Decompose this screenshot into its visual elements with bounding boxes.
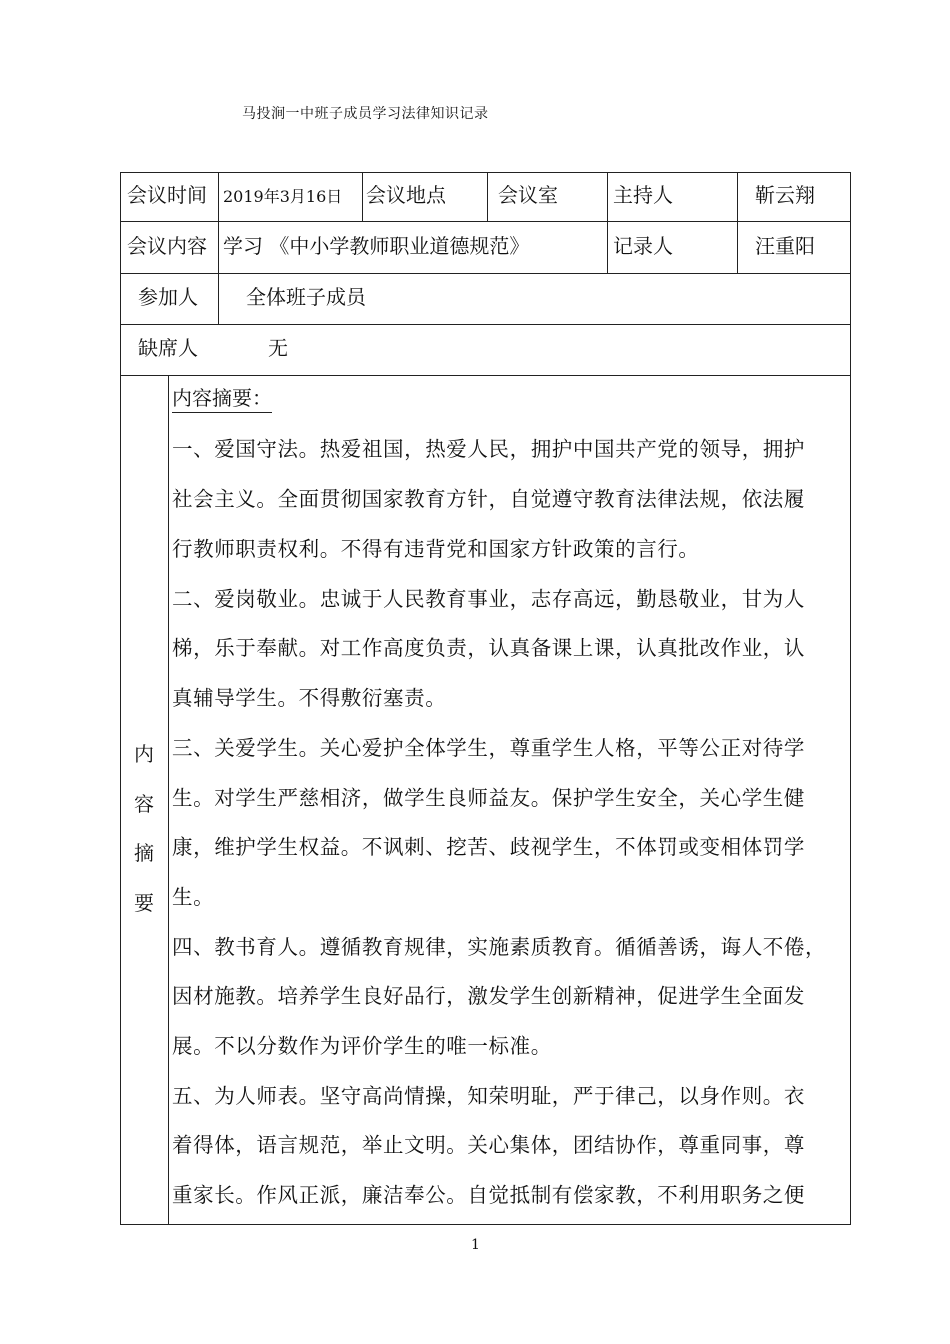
page-number: 1 bbox=[471, 1237, 480, 1253]
summary-line: 一、爱国守法。热爱祖国，热爱人民，拥护中国共产党的领导，拥护 bbox=[172, 437, 805, 461]
meeting-place-label: 会议地点 bbox=[366, 183, 446, 207]
row-divider bbox=[120, 375, 851, 376]
column-divider bbox=[218, 172, 219, 325]
meeting-place-value: 会议室 bbox=[498, 183, 558, 207]
host-label: 主持人 bbox=[613, 183, 673, 207]
column-divider bbox=[487, 172, 488, 222]
summary-line: 梯，乐于奉献。对工作高度负责，认真备课上课，认真批改作业，认 bbox=[172, 636, 805, 660]
summary-line: 三、关爱学生。关心爱护全体学生，尊重学生人格，平等公正对待学 bbox=[172, 736, 805, 760]
summary-line: 生。 bbox=[172, 885, 215, 909]
summary-line: 真辅导学生。不得敷衍塞责。 bbox=[172, 686, 447, 710]
attendees-label: 参加人 bbox=[138, 285, 198, 309]
summary-line: 社会主义。全面贯彻国家教育方针，自觉遵守教育法律法规，依法履 bbox=[172, 487, 805, 511]
column-divider bbox=[362, 172, 363, 222]
absent-label: 缺席人 bbox=[138, 336, 198, 360]
summary-line: 重家长。作风正派，廉洁奉公。自觉抵制有偿家教，不利用职务之便 bbox=[172, 1183, 805, 1207]
summary-line: 行教师职责权利。不得有违背党和国家方针政策的言行。 bbox=[172, 537, 700, 561]
meeting-content-label: 会议内容 bbox=[127, 234, 207, 258]
summary-line: 康，维护学生权益。不讽刺、挖苦、歧视学生，不体罚或变相体罚学 bbox=[172, 835, 805, 859]
meeting-content-value: 学习 《中小学教师职业道德规范》 bbox=[223, 234, 530, 258]
summary-line: 着得体，语言规范，举止文明。关心集体，团结协作，尊重同事，尊 bbox=[172, 1133, 805, 1157]
heading-underline bbox=[172, 412, 272, 413]
summary-side-char: 容 bbox=[134, 792, 154, 816]
summary-line: 生。对学生严慈相济，做学生良师益友。保护学生安全，关心学生健 bbox=[172, 786, 805, 810]
meeting-time-value: 2019年3月16日 bbox=[223, 187, 343, 206]
attendees-value: 全体班子成员 bbox=[246, 285, 366, 309]
summary-line: 因材施教。培养学生良好品行，激发学生创新精神，促进学生全面发 bbox=[172, 984, 805, 1008]
column-divider bbox=[737, 172, 738, 274]
row-divider bbox=[120, 221, 851, 222]
summary-heading: 内容摘要： bbox=[172, 388, 272, 408]
summary-side-char: 内 bbox=[134, 742, 154, 766]
row-divider bbox=[120, 273, 851, 274]
row-divider bbox=[120, 324, 851, 325]
summary-line: 展。不以分数作为评价学生的唯一标准。 bbox=[172, 1034, 552, 1058]
column-divider bbox=[607, 172, 608, 274]
column-divider bbox=[168, 375, 169, 1225]
summary-side-char: 要 bbox=[134, 891, 154, 915]
summary-line: 四、教书育人。遵循教育规律，实施素质教育。循循善诱，诲人不倦， bbox=[172, 935, 827, 959]
absent-value: 无 bbox=[268, 336, 288, 360]
recorder-label: 记录人 bbox=[613, 234, 673, 258]
summary-side-char: 摘 bbox=[134, 841, 154, 865]
meeting-time-label: 会议时间 bbox=[127, 183, 207, 207]
summary-line: 五、为人师表。坚守高尚情操，知荣明耻，严于律己，以身作则。衣 bbox=[172, 1084, 805, 1108]
summary-line: 二、爱岗敬业。忠诚于人民教育事业，志存高远，勤恳敬业，甘为人 bbox=[172, 587, 805, 611]
recorder-value: 汪重阳 bbox=[755, 234, 815, 258]
host-value: 靳云翔 bbox=[755, 183, 815, 207]
document-title: 马投涧一中班子成员学习法律知识记录 bbox=[242, 106, 489, 122]
